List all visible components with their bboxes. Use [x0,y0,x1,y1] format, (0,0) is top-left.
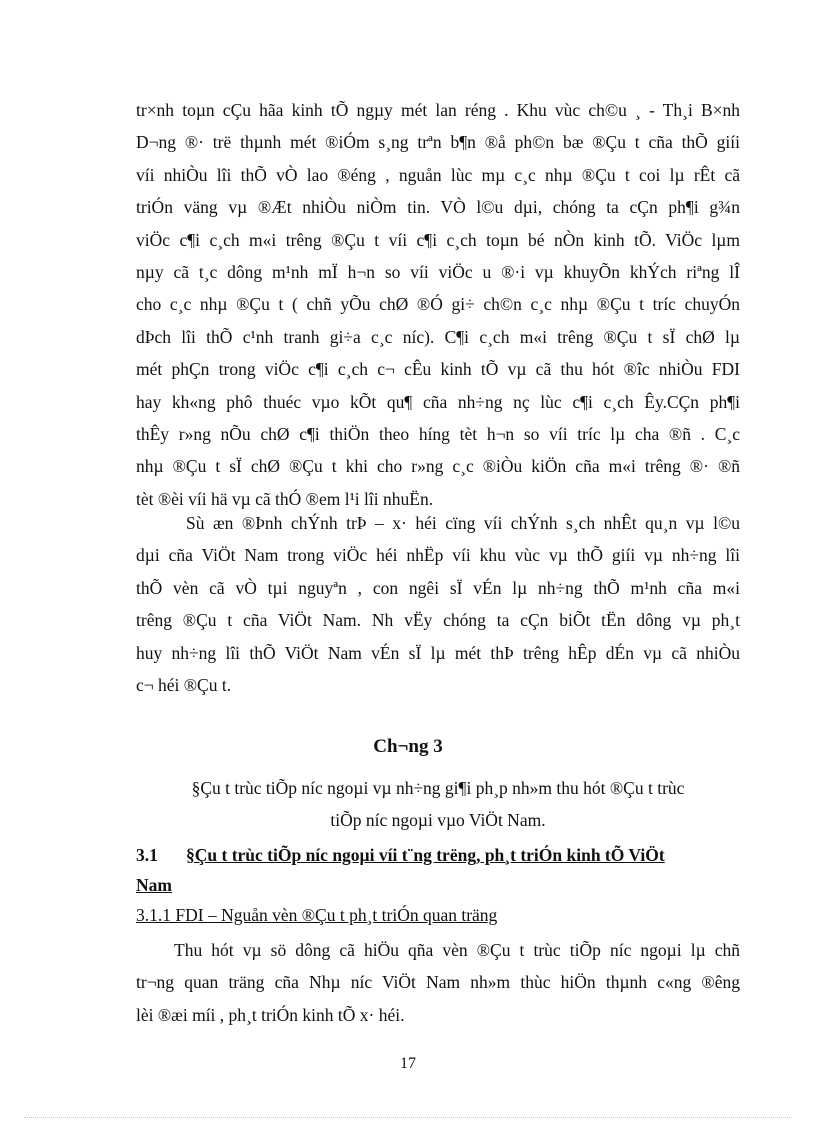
body-paragraph [136,94,740,515]
text-line: víi nhiÒu lîi thÕ vÒ lao ®éng , nguån lùc mµ c¸c nhµ ®Çu t coi lµ rÊt cã [136,164,740,185]
text-line: nµy cã t¸c dông m¹nh mÏ h¬n so víi viÖc u ®·i vµ khuyÕn khÝch riªng lÎ [136,261,740,282]
text-line: D¬ng ®· trë thµnh mét ®iÓm s¸ng trªn b¶n ®å ph©n bæ ®Çu t cña thÕ giíi [136,132,740,153]
text-line: huy nh÷ng lîi thÕ ViÖt Nam vÉn sÏ lµ mét thÞ trêng hÊp dÉn vµ cã nhiÒu [136,642,740,663]
text-line: thÕ vèn cã vÒ tµi nguyªn , con ngêi sÏ vÉn lµ nh÷ng thÕ m¹nh cña m«i [136,577,740,598]
page-bottom-divider [24,1117,792,1118]
text-line: tr×nh toµn cÇu hãa kinh tÕ ngµy mét lan réng . Khu vùc ch©u ¸ - Th¸i B×nh [136,100,740,120]
text-line: cho c¸c nhµ ®Çu t ( chñ yÕu chØ ®Ó gi÷ ch©n c¸c nhµ ®Çu t tríc chuyÓn [136,294,740,315]
text-line: triÓn väng vµ ®Æt nhiÒu niÒm tin. VÒ l©u dµi, chóng ta cÇn ph¶i g¾n [136,197,740,218]
section-heading-row [136,840,746,870]
text-line: nhµ ®Çu t sÏ chØ ®Çu t khi cho r»ng c¸c ®iÒu kiÖn cña m«i trêng ®· ®ñ [136,456,740,477]
text-line: lèi ®æi míi , ph¸t triÓn kinh tÕ x· héi. [136,1004,405,1025]
text-line: trêng ®Çu t cña ViÖt Nam. Nh vËy chóng ta cÇn biÕt tËn dông vµ ph¸t [136,610,740,631]
text-line: dÞch lîi thÕ c¹nh tranh gi÷a c¸c níc). C¶i c¸ch m«i trêng ®Çu t sÏ chØ lµ [136,326,740,347]
text-line: Sù æn ®Þnh chÝnh trÞ – x· héi cïng víi chÝnh s¸ch nhÊt qu¸n vµ l©u [186,513,740,533]
body-paragraph [136,507,740,701]
text-line: viÖc c¶i c¸ch m«i trêng ®Çu t víi c¶i c¸ch toµn bé nÒn kinh tÕ. ViÖc lµm [136,229,740,250]
page-number: 17 [400,1055,416,1072]
text-line: tr¬ng quan träng cña Nhµ níc ViÖt Nam nh»m thùc hiÖn thµnh c«ng ®êng [136,972,740,993]
text-line: c¬ héi ®Çu t. [136,674,232,695]
body-paragraph [136,934,740,1031]
chapter-title: Ch¬ng 3 [373,736,443,757]
chapter-subtitle-line: tiÕp níc ngoµi vµo ViÖt Nam. [330,810,546,830]
section-title: §Çu t trùc tiÕp níc ngoµi víi t¨ng trëng, ph¸t triÓn kinh tÕ ViÖt [186,845,665,865]
text-line: mét phÇn trong viÖc c¶i c¸ch c¬ cÊu kinh tÕ vµ cã thu hót ®îc nhiÒu FDI [136,359,740,380]
section-heading-row [136,870,746,900]
text-line: dµi cña ViÖt Nam trong viÖc héi nhËp víi khu vùc vµ thÕ giíi vµ nh÷ng lîi [136,545,740,566]
subsection-heading: 3.1.1 FDI – Nguån vèn ®Çu t ph¸t triÓn quan träng [136,905,498,925]
text-line: hay kh«ng phô thuéc vµo kÕt qu¶ cña nh÷ng nç lùc c¶i c¸ch Êy.CÇn ph¶i [136,391,740,412]
text-line: thÊy r»ng nÕu chØ c¶i thiÖn theo híng tèt h¬n so víi tríc lµ cha ®ñ . C¸c [136,423,740,444]
section-heading [136,840,746,900]
chapter-subtitle-line: §Çu t trùc tiÕp níc ngoµi vµ nh÷ng gi¶i ph¸p nh»m thu hót ®Çu t trùc [191,778,685,798]
chapter-subtitle [136,772,740,836]
section-title-continued: Nam [136,875,172,895]
section-number: 3.1 [136,845,158,865]
text-line: tèt ®èi víi hä vµ cã thÓ ®em l¹i lîi nhuËn. [136,488,434,509]
text-line: Thu hót vµ sö dông cã hiÖu qña vèn ®Çu t trùc tiÕp níc ngoµi lµ chñ [174,940,740,960]
